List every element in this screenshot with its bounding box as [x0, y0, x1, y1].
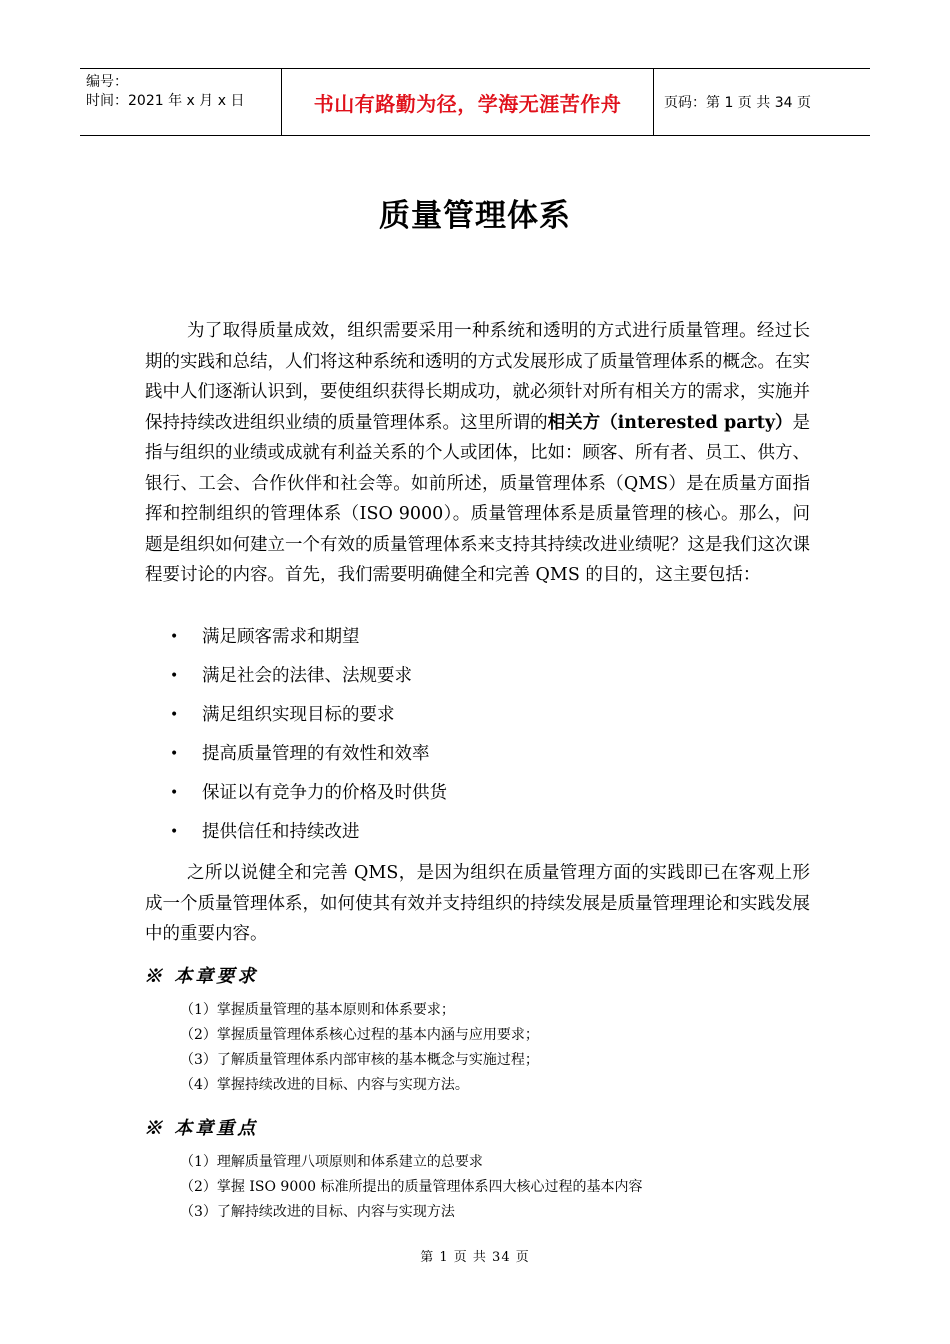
header-page-info: 页码：第 1 页 共 34 页 [664, 95, 811, 111]
bullet-icon: • [170, 824, 179, 840]
bullet-icon: • [170, 746, 179, 762]
bullet-icon: • [170, 707, 179, 723]
chapter-requirements-heading: ※ 本章要求 [144, 966, 259, 987]
chapter-requirements-list [180, 998, 539, 1098]
intro-bold-term: 相关方（interested party） [547, 412, 793, 433]
chapter-focus-list [180, 1150, 642, 1225]
intro-text-1: 为了取得质量成效，组织需要采用一种系统和透明的方式进行质量管理。经过长期的实践和总结，人们将这种系统和透明的方式发展形成了质量管理体系的概念。在实践中人们逐渐认识到，要使组织获得长期成功，就必须针对所有相关方的需求，实施并保持持续改进组织业绩的质量管理体系。这里所谓的 [145, 321, 810, 433]
list-item: • 提高质量管理的有效性和效率 [170, 739, 447, 778]
list-item: • 提供信任和持续改进 [170, 817, 447, 856]
intro-paragraph [145, 316, 810, 591]
intro-text-2: 是指与组织的业绩或成就有利益关系的个人或团体，比如：顾客、所有者、员工、供方、银行、工会、合作伙伴和社会等。如前所述，质量管理体系（QMS）是在质量方面指挥和控制组织的管理体系（ISO 9000）。质量管理体系是质量管理的核心。那么，问题是组织如何建立一个有效的质量管理体系来支持其持续改进业绩呢？这是我们这次课程要讨论的内容。首先，我们需要明确健全和完善 QMS 的目的，这主要包括： [145, 412, 811, 585]
page-header [80, 68, 870, 136]
list-item: • 满足组织实现目标的要求 [170, 700, 447, 739]
list-item: • 满足顾客需求和期望 [170, 622, 447, 661]
list-item: • 满足社会的法律、法规要求 [170, 661, 447, 700]
document-title: 质量管理体系 [379, 198, 571, 234]
list-item: • 保证以有竞争力的价格及时供货 [170, 778, 447, 817]
purpose-list [170, 622, 447, 856]
header-motto: 书山有路勤为径，学海无涯苦作舟 [282, 69, 654, 135]
chapter-focus-heading: ※ 本章重点 [144, 1118, 259, 1139]
list-item: （4）掌握持续改进的目标、内容与实现方法。 [180, 1077, 469, 1093]
list-item: （3）了解质量管理体系内部审核的基本概念与实施过程； [180, 1052, 539, 1068]
header-meta [80, 69, 282, 135]
bullet-icon: • [170, 668, 179, 684]
time-label: 时间：2021 年 x 月 x 日 [86, 93, 245, 109]
page-footer: 第 1 页 共 34 页 [420, 1250, 530, 1265]
bullet-icon: • [170, 785, 179, 801]
list-item: （1）掌握质量管理的基本原则和体系要求； [180, 1002, 455, 1018]
qms-paragraph: 之所以说健全和完善 QMS，是因为组织在质量管理方面的实践即已在客观上形成一个质量管理体系，如何使其有效并支持组织的持续发展是质量管理理论和实践发展中的重要内容。 [145, 863, 810, 944]
number-label: 编号： [86, 74, 128, 90]
list-item: （2）掌握 ISO 9000 标准所提出的质量管理体系四大核心过程的基本内容 [180, 1179, 643, 1195]
list-item: （1）理解质量管理八项原则和体系建立的总要求 [180, 1154, 483, 1170]
list-item: （3）了解持续改进的目标、内容与实现方法 [180, 1204, 455, 1220]
bullet-icon: • [170, 629, 179, 645]
list-item: （2）掌握质量管理体系核心过程的基本内涵与应用要求； [180, 1027, 539, 1043]
